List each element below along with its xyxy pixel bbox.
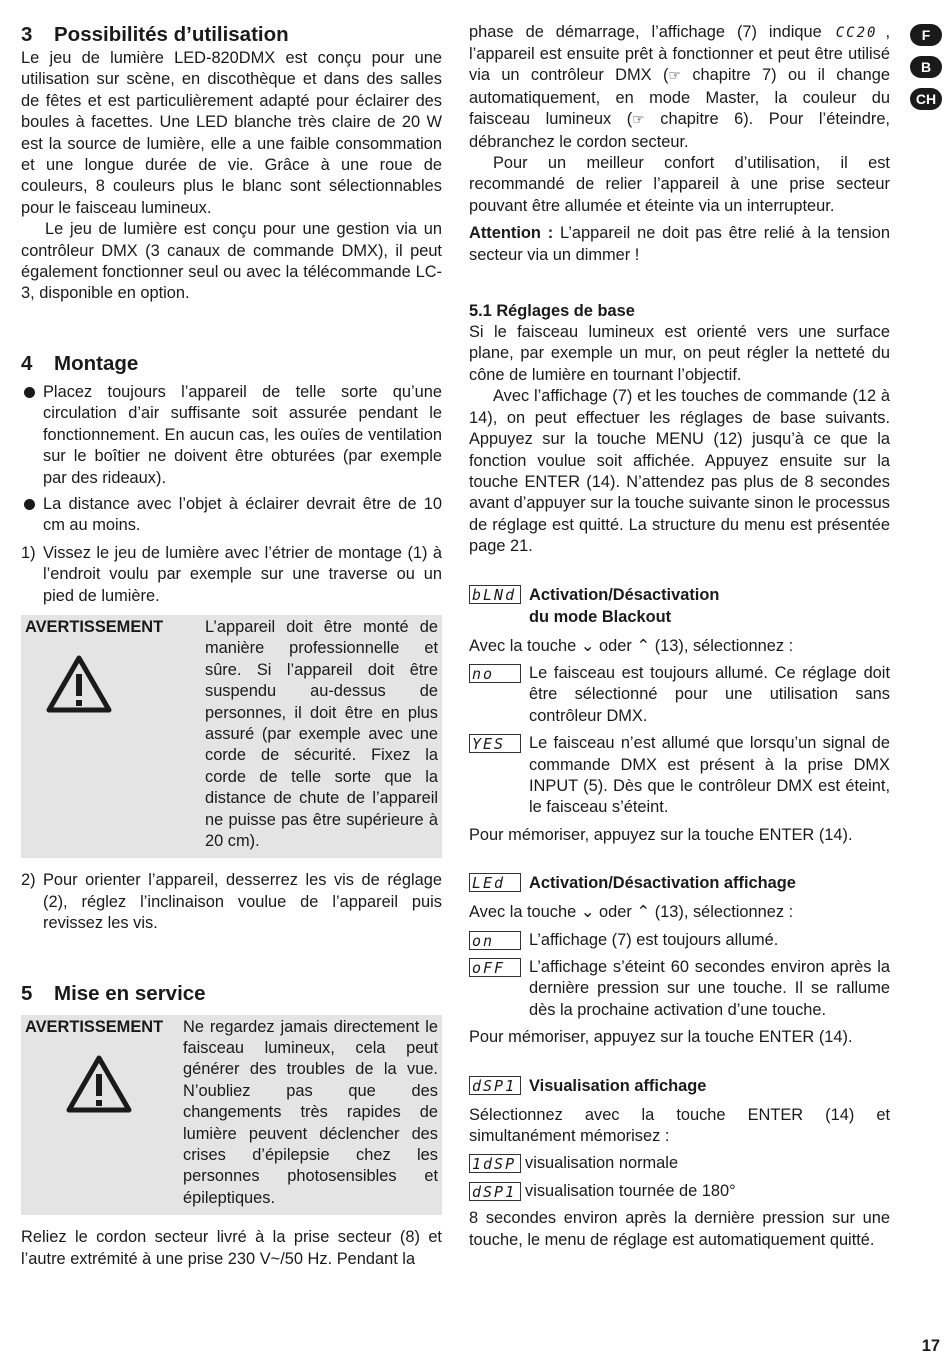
comfort-paragraph: Pour un meilleur confort d’utilisation, il est recommandé de relier l’appareil à une prise secteur pouvant être allumée et éteinte via un interrupteur.: [469, 154, 890, 215]
numbered-step-1: 1) Vissez le jeu de lumière avec l’étrier de montage (1) à l’endroit voulu par exemple sur une traverse ou un pied de lumière.: [21, 543, 442, 605]
section-3-paragraph-2: Le jeu de lumière est conçu pour une gestion via un contrôleur DMX (3 canaux de commande DMX), il peut également fonctionner seul ou avec la télécommande LC-3, disponible en option.: [21, 220, 442, 303]
section-number: 5: [21, 981, 33, 1005]
section-5-1-heading: 5.1 Réglages de base: [469, 302, 635, 321]
bullet-item: La distance avec l’objet à éclairer devrait être de 10 cm au moins.: [21, 494, 442, 537]
bullet-item: Placez toujours l’appareil de telle sorte qu’une circulation d’air suffisante soit assurée pendant le fonctionnement. En aucun cas, les ouïes de ventilation sur le boîtier ne doivent être obturées (par exemple par des rideaux).: [21, 382, 442, 489]
language-tab-ch: CH: [910, 88, 942, 110]
option-item: YES Le faisceau n’est allumé que lorsqu’un signal de commande DMX est présent à la prise DMX INPUT (5). Dès que le contrôleur DMX est éteint, le faisceau s’éteint.: [469, 733, 890, 819]
lcd-code: dSP1: [469, 1076, 521, 1095]
lcd-code: bLNd: [469, 585, 521, 604]
section-number: 3: [21, 23, 33, 46]
warning-triangle-icon: [65, 1054, 183, 1120]
section-title: Mise en service: [54, 981, 206, 1005]
select-instruction: Sélectionnez avec la touche ENTER (14) et simultanément mémorisez :: [469, 1105, 890, 1146]
lcd-code: dSP1: [469, 1182, 521, 1201]
section-title: Possibilités d’utilisation: [54, 23, 289, 46]
lcd-display-code: CC20: [835, 25, 878, 41]
warning-box-mounting: [21, 615, 442, 858]
left-column: [21, 22, 442, 1270]
right-column: [469, 22, 890, 1251]
section-title: Montage: [54, 351, 139, 375]
section-5-1-paragraph-2: Avec l’affichage (7) et les touches de commande (12 à 14), on peut effectuer les réglages de base suivants. Appuyez sur la touche MENU (12) jusqu’à ce que la fonction voulue soit affichée. Appuyez ensuite sur la touche ENTER (14). N’attendez pas plus de 8 secondes avant d’appuyer sur la touche suivante sinon le processus de réglage est quitté. La structure du menu est présentée page 21.: [469, 387, 890, 556]
section-3-heading: [21, 22, 442, 48]
warning-triangle-icon: [45, 654, 205, 720]
option-item: on L’affichage (7) est toujours allumé.: [469, 930, 890, 951]
lcd-code: 1dSP: [469, 1154, 521, 1173]
section-4-heading: [21, 351, 442, 377]
option-item: dSP1 visualisation tournée de 180°: [469, 1181, 890, 1202]
store-instruction: Pour mémoriser, appuyez sur la touche ENTER (14).: [469, 1028, 853, 1047]
store-instruction: Pour mémoriser, appuyez sur la touche ENTER (14).: [469, 825, 853, 844]
option-item: 1dSP visualisation normale: [469, 1153, 890, 1174]
section-5-heading: [21, 981, 442, 1007]
lcd-code: LEd: [469, 873, 521, 892]
option-item: no Le faisceau est toujours allumé. Ce réglage doit être sélectionné pour une utilisation sans contrôleur DMX.: [469, 663, 890, 727]
pointing-hand-icon: ☞: [668, 68, 681, 85]
attention-paragraph: Attention : L’appareil ne doit pas être relié à la tension secteur via un dimmer !: [469, 224, 890, 264]
menu-display-heading: LEd Activation/Désactivation affichage: [469, 872, 890, 894]
option-item: oFF L’affichage s’éteint 60 secondes environ après la dernière pression sur une touche. Il se rallume dès la prochaine activation d’une touche.: [469, 957, 890, 1021]
warning-text: L’appareil doit être monté de manière professionnelle et sûre. Si l’appareil doit être suspendu au-dessus de personnes, il doit être en plus assuré (par exemple avec une corde de sécurité. Fixez la corde de telle sorte que la distance de chute de l’appareil ne puisse pas être supérieure à 20 cm).: [205, 617, 438, 850]
section-number: 4: [21, 351, 33, 375]
language-tabs: [910, 24, 944, 120]
section-3-paragraph-1: Le jeu de lumière LED-820DMX est conçu pour une utilisation sur scène, en discothèque et dans des salles de fêtes et est particulièrement adapté pour éclairer des boules à facettes. Une LED blanche très claire de 20 W est la source de lumière, elle a une faible consommation et une longue durée de vie. Grâce à une roue de couleurs, 8 couleurs plus le blanc sont sélectionnables pour le faisceau lumineux.: [21, 49, 442, 217]
closing-paragraph: 8 secondes environ après la dernière pression sur une touche, le menu de réglage est automatiquement quitté.: [469, 1209, 890, 1249]
lcd-code: no: [469, 664, 521, 683]
lcd-code: on: [469, 931, 521, 950]
warning-text: Ne regardez jamais directement le faisceau lumineux, cela peut générer des troubles de la vue. N’oubliez pas que des changements très rapides de lumière peuvent déclencher des crises d’épilepsie chez les personnes photosensibles et épileptiques.: [183, 1017, 438, 1207]
section-5-paragraph-1: Reliez le cordon secteur livré à la prise secteur (8) et l’autre extrémité à une prise 230 V~/50 Hz. Pendant la: [21, 1228, 442, 1268]
numbered-step-2: 2) Pour orienter l’appareil, desserrez les vis de réglage (2), réglez l’inclinaison voulue de l’appareil puis revissez les vis.: [21, 871, 442, 933]
pointing-hand-icon: ☞: [632, 112, 645, 129]
menu-orientation-heading: dSP1 Visualisation affichage: [469, 1075, 890, 1097]
language-tab-b: B: [910, 56, 942, 78]
warning-label: AVERTISSEMENT: [25, 1017, 164, 1036]
lcd-code: YES: [469, 734, 521, 753]
warning-label: AVERTISSEMENT: [25, 617, 164, 636]
bullet-dot: [21, 382, 43, 489]
warning-box-light: [21, 1015, 442, 1216]
menu-blackout-heading: bLNd Activation/Désactivation du mode Blackout: [469, 584, 890, 628]
lcd-code: oFF: [469, 958, 521, 977]
startup-paragraph: phase de démarrage, l’affichage (7) indique CC20 , l’appareil est ensuite prêt à fonctionner et peut être utilisé via un contrôleur DMX (☞ chapitre 7) ou il change automatiquement, en mode Master, la couleur du faisceau lumineux (☞ chapitre 6). Pour l’éteindre, débranchez le cordon secteur.: [469, 23, 890, 151]
page-number: 17: [921, 1337, 940, 1355]
section-5-1-paragraph-1: Si le faisceau lumineux est orienté vers une surface plane, par exemple un mur, on peut régler la netteté du cône de lumière en tournant l’objectif.: [469, 323, 890, 384]
select-instruction: Avec la touche ⌄ oder ⌃ (13), sélectionnez :: [469, 636, 794, 655]
select-instruction: Avec la touche ⌄ oder ⌃ (13), sélectionnez :: [469, 903, 794, 922]
language-tab-f: F: [910, 24, 942, 46]
bullet-dot: [21, 494, 43, 537]
